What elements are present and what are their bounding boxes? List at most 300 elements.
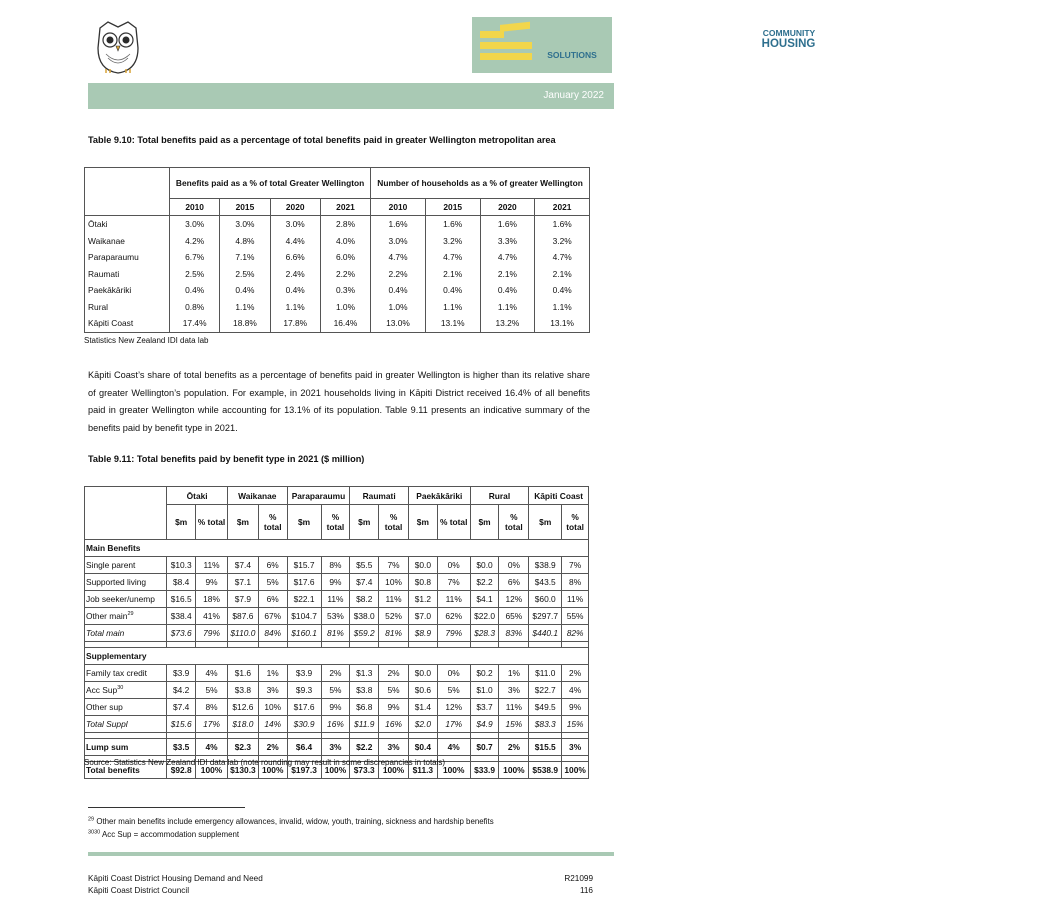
page-number: 116 <box>579 886 593 895</box>
cell-value: 4.7% <box>371 249 426 266</box>
table-row <box>85 739 589 756</box>
table-row <box>85 315 590 332</box>
row-label: Paekākāriki <box>85 282 170 299</box>
cell-value: $440.1 <box>529 625 562 642</box>
cell-value: $7.1 <box>227 574 258 591</box>
unit-header: $m <box>227 505 258 540</box>
cell-value: 100% <box>437 762 470 779</box>
cell-value: 0.8% <box>170 299 220 316</box>
unit-header: $m <box>529 505 562 540</box>
table-9-10-source: Statistics New Zealand IDI data lab <box>84 336 209 345</box>
footer-council: Kāpiti Coast District Council <box>88 886 190 895</box>
table-row <box>85 608 589 625</box>
row-label: Job seeker/unemp <box>85 591 167 608</box>
cell-value: $22.1 <box>287 591 321 608</box>
cell-value: 3% <box>321 739 350 756</box>
cell-value: 41% <box>196 608 228 625</box>
cell-value: 7% <box>379 557 409 574</box>
cell-value: 4.7% <box>480 249 535 266</box>
cell-value: 6% <box>258 557 287 574</box>
table-row <box>85 682 589 699</box>
cell-value: $43.5 <box>529 574 562 591</box>
cell-value: $3.9 <box>287 665 321 682</box>
cell-value: 3% <box>562 739 589 756</box>
cell-value: 1.0% <box>371 299 426 316</box>
cell-value: 1.6% <box>535 216 590 233</box>
table-row <box>85 249 590 266</box>
table-row <box>85 574 589 591</box>
cell-value: 67% <box>258 608 287 625</box>
cell-value: 1% <box>258 665 287 682</box>
cell-value: $7.4 <box>167 699 196 716</box>
cell-value: $38.9 <box>529 557 562 574</box>
section-row <box>85 540 589 557</box>
table-row <box>85 216 590 233</box>
cell-value: 65% <box>499 608 529 625</box>
cell-value: 2% <box>562 665 589 682</box>
area-header: Ōtaki <box>167 487 228 505</box>
row-label: Total main <box>85 625 167 642</box>
cell-value: 15% <box>562 716 589 733</box>
cell-value: $8.2 <box>350 591 379 608</box>
cell-value: 9% <box>379 699 409 716</box>
cell-value: 100% <box>196 762 228 779</box>
cell-value: 10% <box>379 574 409 591</box>
cell-value: 9% <box>562 699 589 716</box>
cell-value: $0.8 <box>408 574 437 591</box>
cell-value: $4.9 <box>470 716 499 733</box>
cell-value: 16.4% <box>320 315 370 332</box>
cell-value: 0.4% <box>270 282 320 299</box>
cell-value: 2% <box>321 665 350 682</box>
cell-value: $3.8 <box>227 682 258 699</box>
cell-value: 4.4% <box>270 233 320 250</box>
cell-value: 0.4% <box>170 282 220 299</box>
cell-value: $6.8 <box>350 699 379 716</box>
cell-value: 1.1% <box>535 299 590 316</box>
cell-value: 13.1% <box>535 315 590 332</box>
cell-value: 0.3% <box>320 282 370 299</box>
cell-value: $16.5 <box>167 591 196 608</box>
cell-value: 3.0% <box>170 216 220 233</box>
cell-value: 3.0% <box>270 216 320 233</box>
cell-value: 4% <box>437 739 470 756</box>
area-header: Paraparaumu <box>287 487 350 505</box>
cell-value: 3.3% <box>480 233 535 250</box>
cell-value: 2% <box>499 739 529 756</box>
benefits-share-table <box>84 167 590 333</box>
cell-value: $60.0 <box>529 591 562 608</box>
header-date: January 2022 <box>543 90 604 101</box>
area-header: Waikanae <box>227 487 287 505</box>
cell-value: $7.9 <box>227 591 258 608</box>
cell-value: 1.1% <box>480 299 535 316</box>
section-label: Main Benefits <box>85 540 589 557</box>
cell-value: 100% <box>258 762 287 779</box>
cell-value: $30.9 <box>287 716 321 733</box>
cell-value: 14% <box>258 716 287 733</box>
cell-value: 18.8% <box>220 315 270 332</box>
cell-value: 62% <box>437 608 470 625</box>
cell-value: $297.7 <box>529 608 562 625</box>
cell-value: 12% <box>499 591 529 608</box>
cell-value: $6.4 <box>287 739 321 756</box>
cell-value: $2.0 <box>408 716 437 733</box>
year-header: 2020 <box>270 199 320 216</box>
cell-value: 52% <box>379 608 409 625</box>
cell-value: 0% <box>437 665 470 682</box>
cell-value: $3.7 <box>470 699 499 716</box>
table-corner <box>85 487 167 540</box>
cell-value: 2.5% <box>220 266 270 283</box>
cell-value: 6.6% <box>270 249 320 266</box>
cell-value: 4.7% <box>425 249 480 266</box>
table-9-11-source: Source: Statistics New Zealand IDI data lab (note rounding may result in some discrepancies in totals) <box>84 758 446 767</box>
cell-value: 9% <box>321 574 350 591</box>
footnote-30: $^{3030}$ Acc Sup = accommodation supplement <box>88 829 240 839</box>
unit-header: % total <box>562 505 589 540</box>
cell-value: $17.6 <box>287 699 321 716</box>
cell-value: 2.8% <box>320 216 370 233</box>
cell-value: 5% <box>196 682 228 699</box>
cell-value: 11% <box>321 591 350 608</box>
cell-value: 1.1% <box>425 299 480 316</box>
group-header-households: Number of households as a % of greater Wellington <box>371 168 590 199</box>
cell-value: $22.7 <box>529 682 562 699</box>
cell-value: $1.2 <box>408 591 437 608</box>
cell-value: $0.6 <box>408 682 437 699</box>
cell-value: 18% <box>196 591 228 608</box>
body-paragraph: Kāpiti Coast’s share of total benefits as a percentage of benefits paid in greater Wellington is higher than its relative share of greater Wellington’s population. For example, in 2021 households living in Kāpiti District received 16.4% of all benefits paid in greater Wellington while accounting for 13.1% of its population. Table 9.11 presents an indicative summary of the benefits paid by benefit type in 2021. <box>88 370 590 433</box>
cell-value: 11% <box>437 591 470 608</box>
cell-value: 100% <box>562 762 589 779</box>
cell-value: $11.3 <box>408 762 437 779</box>
year-header: 2021 <box>535 199 590 216</box>
cell-value: 3% <box>379 739 409 756</box>
cell-value: 11% <box>562 591 589 608</box>
row-label: Acc Sup$^{30}$ <box>85 682 167 699</box>
cell-value: 6% <box>258 591 287 608</box>
cell-value: 100% <box>499 762 529 779</box>
cell-value: 5% <box>258 574 287 591</box>
cell-value: $5.5 <box>350 557 379 574</box>
cell-value: $28.3 <box>470 625 499 642</box>
cell-value: 2.2% <box>320 266 370 283</box>
cell-value: 4% <box>562 682 589 699</box>
cell-value: $8.4 <box>167 574 196 591</box>
cell-value: $1.4 <box>408 699 437 716</box>
cell-value: 8% <box>196 699 228 716</box>
cell-value: $10.3 <box>167 557 196 574</box>
cell-value: 3.2% <box>535 233 590 250</box>
cell-value: 0.4% <box>425 282 480 299</box>
footer-ref: R21099 <box>564 874 593 883</box>
cell-value: 5% <box>437 682 470 699</box>
table-row <box>85 233 590 250</box>
table-9-10-caption: Table 9.10: Total benefits paid as a percentage of total benefits paid in greater Wellington metropolitan area <box>88 135 556 145</box>
cell-value: $0.4 <box>408 739 437 756</box>
cell-value: $7.0 <box>408 608 437 625</box>
cell-value: 5% <box>379 682 409 699</box>
unit-header: % total <box>258 505 287 540</box>
table-row <box>85 716 589 733</box>
cell-value: 17.8% <box>270 315 320 332</box>
table-row <box>85 299 590 316</box>
row-label: Total Suppl <box>85 716 167 733</box>
cell-value: 2.1% <box>425 266 480 283</box>
cell-value: $7.4 <box>350 574 379 591</box>
cell-value: $92.8 <box>167 762 196 779</box>
cell-value: $104.7 <box>287 608 321 625</box>
year-header: 2010 <box>170 199 220 216</box>
cell-value: $15.6 <box>167 716 196 733</box>
unit-header: $m <box>287 505 321 540</box>
cell-value: 3.2% <box>425 233 480 250</box>
unit-header: $m <box>470 505 499 540</box>
cell-value: $7.4 <box>227 557 258 574</box>
cell-value: $38.0 <box>350 608 379 625</box>
cell-value: 2.4% <box>270 266 320 283</box>
cell-value: 2.1% <box>535 266 590 283</box>
house-bars-icon <box>480 27 532 65</box>
cell-value: $38.4 <box>167 608 196 625</box>
row-label: Lump sum <box>85 739 167 756</box>
cell-value: 13.1% <box>425 315 480 332</box>
cell-value: 1% <box>499 665 529 682</box>
cell-value: $22.0 <box>470 608 499 625</box>
cell-value: $15.5 <box>529 739 562 756</box>
cell-value: 13.2% <box>480 315 535 332</box>
header-band <box>88 83 614 109</box>
row-label: Rural <box>85 299 170 316</box>
cell-value: 6% <box>499 574 529 591</box>
cell-value: 79% <box>437 625 470 642</box>
cell-value: $160.1 <box>287 625 321 642</box>
unit-header: % total <box>196 505 228 540</box>
cell-value: 4.8% <box>220 233 270 250</box>
row-label: Single parent <box>85 557 167 574</box>
cell-value: $110.0 <box>227 625 258 642</box>
cell-value: 0.4% <box>535 282 590 299</box>
cell-value: 2% <box>379 665 409 682</box>
cell-value: 81% <box>379 625 409 642</box>
cell-value: 3.0% <box>371 233 426 250</box>
cell-value: 15% <box>499 716 529 733</box>
cell-value: $87.6 <box>227 608 258 625</box>
cell-value: 81% <box>321 625 350 642</box>
cell-value: $11.9 <box>350 716 379 733</box>
table-row <box>85 591 589 608</box>
cell-value: $4.2 <box>167 682 196 699</box>
row-label: Supported living <box>85 574 167 591</box>
row-label: Kāpiti Coast <box>85 315 170 332</box>
row-label: Family tax credit <box>85 665 167 682</box>
cell-value: 4% <box>196 739 228 756</box>
cell-value: 7.1% <box>220 249 270 266</box>
benefits-by-type-table <box>84 486 589 779</box>
cell-value: $49.5 <box>529 699 562 716</box>
area-header: Raumati <box>350 487 409 505</box>
table-row <box>85 665 589 682</box>
cell-value: 16% <box>321 716 350 733</box>
cell-value: $4.1 <box>470 591 499 608</box>
unit-header: $m <box>167 505 196 540</box>
cell-value: $17.6 <box>287 574 321 591</box>
area-header: Paekākāriki <box>408 487 470 505</box>
cell-value: 4% <box>196 665 228 682</box>
cell-value: 53% <box>321 608 350 625</box>
row-label: Raumati <box>85 266 170 283</box>
cell-value: 84% <box>258 625 287 642</box>
cell-value: $73.6 <box>167 625 196 642</box>
table-9-11-caption: Table 9.11: Total benefits paid by benefit type in 2021 ($ million) <box>88 454 365 464</box>
table-row <box>85 699 589 716</box>
cell-value: 7% <box>437 574 470 591</box>
cell-value: 5% <box>321 682 350 699</box>
cell-value: 6.7% <box>170 249 220 266</box>
row-label: Other sup <box>85 699 167 716</box>
cell-value: $3.8 <box>350 682 379 699</box>
cell-value: $3.5 <box>167 739 196 756</box>
row-label: Waikanae <box>85 233 170 250</box>
cell-value: $73.3 <box>350 762 379 779</box>
cell-value: $18.0 <box>227 716 258 733</box>
logo-line-2: HOUSING <box>761 38 816 50</box>
cell-value: 3% <box>499 682 529 699</box>
cell-value: 9% <box>321 699 350 716</box>
logo-line-1: COMMUNITY <box>762 28 816 38</box>
row-label: Other main$^{29}$ <box>85 608 167 625</box>
footnote-rule <box>88 807 245 808</box>
cell-value: 17.4% <box>170 315 220 332</box>
footer-band <box>88 852 614 856</box>
cell-value: $1.6 <box>227 665 258 682</box>
cell-value: 55% <box>562 608 589 625</box>
year-header: 2021 <box>320 199 370 216</box>
table-row <box>85 266 590 283</box>
table-row <box>85 625 589 642</box>
cell-value: 8% <box>562 574 589 591</box>
unit-header: $m <box>350 505 379 540</box>
table-corner <box>85 168 170 216</box>
cell-value: 100% <box>321 762 350 779</box>
cell-value: 100% <box>379 762 409 779</box>
cell-value: 4.0% <box>320 233 370 250</box>
cell-value: 0% <box>437 557 470 574</box>
cell-value: $15.7 <box>287 557 321 574</box>
cell-value: 11% <box>499 699 529 716</box>
cell-value: 12% <box>437 699 470 716</box>
cell-value: 1.0% <box>320 299 370 316</box>
cell-value: 0.4% <box>480 282 535 299</box>
cell-value: $197.3 <box>287 762 321 779</box>
section-label: Supplementary <box>85 648 589 665</box>
cell-value: $0.0 <box>408 557 437 574</box>
cell-value: 7% <box>562 557 589 574</box>
cell-value: $2.3 <box>227 739 258 756</box>
cell-value: 11% <box>379 591 409 608</box>
cell-value: 2.1% <box>480 266 535 283</box>
year-header: 2015 <box>220 199 270 216</box>
cell-value: $0.0 <box>470 557 499 574</box>
row-label: Paraparaumu <box>85 249 170 266</box>
area-header: Rural <box>470 487 529 505</box>
cell-value: $1.0 <box>470 682 499 699</box>
unit-header: % total <box>437 505 470 540</box>
cell-value: $130.3 <box>227 762 258 779</box>
unit-header: % total <box>379 505 409 540</box>
unit-header: $m <box>408 505 437 540</box>
cell-value: $0.0 <box>408 665 437 682</box>
logo-line-3: SOLUTIONS <box>547 50 597 60</box>
unit-header: % total <box>499 505 529 540</box>
table-row <box>85 282 590 299</box>
cell-value: 82% <box>562 625 589 642</box>
cell-value: 0.4% <box>220 282 270 299</box>
year-header: 2010 <box>371 199 426 216</box>
cell-value: 9% <box>196 574 228 591</box>
cell-value: 1.6% <box>371 216 426 233</box>
cell-value: $33.9 <box>470 762 499 779</box>
cell-value: 1.1% <box>270 299 320 316</box>
cell-value: 6.0% <box>320 249 370 266</box>
year-header: 2015 <box>425 199 480 216</box>
cell-value: 11% <box>196 557 228 574</box>
cell-value: $9.3 <box>287 682 321 699</box>
cell-value: 17% <box>196 716 228 733</box>
owl-logo <box>92 18 144 76</box>
cell-value: 0% <box>499 557 529 574</box>
row-label: Total benefits <box>85 762 167 779</box>
cell-value: $8.9 <box>408 625 437 642</box>
cell-value: 16% <box>379 716 409 733</box>
area-header: Kāpiti Coast <box>529 487 589 505</box>
cell-value: $3.9 <box>167 665 196 682</box>
cell-value: $2.2 <box>470 574 499 591</box>
row-label: Ōtaki <box>85 216 170 233</box>
cell-value: 2% <box>258 739 287 756</box>
year-header: 2020 <box>480 199 535 216</box>
cell-value: 2.5% <box>170 266 220 283</box>
cell-value: $538.9 <box>529 762 562 779</box>
cell-value: $59.2 <box>350 625 379 642</box>
table-row <box>85 557 589 574</box>
cell-value: 8% <box>321 557 350 574</box>
cell-value: 17% <box>437 716 470 733</box>
cell-value: $0.7 <box>470 739 499 756</box>
cell-value: 4.7% <box>535 249 590 266</box>
cell-value: $0.2 <box>470 665 499 682</box>
cell-value: 1.6% <box>425 216 480 233</box>
cell-value: 4.2% <box>170 233 220 250</box>
cell-value: $11.0 <box>529 665 562 682</box>
cell-value: 0.4% <box>371 282 426 299</box>
cell-value: $1.3 <box>350 665 379 682</box>
section-row <box>85 648 589 665</box>
footnote-29: $^{29}$ Other main benefits include emergency allowances, invalid, widow, youth, training, sickness and hardship benefits <box>88 816 494 826</box>
group-header-benefits: Benefits paid as a % of total Greater Wellington <box>170 168 371 199</box>
unit-header: % total <box>321 505 350 540</box>
cell-value: 10% <box>258 699 287 716</box>
cell-value: 83% <box>499 625 529 642</box>
cell-value: $83.3 <box>529 716 562 733</box>
cell-value: 3.0% <box>220 216 270 233</box>
cell-value: 13.0% <box>371 315 426 332</box>
community-housing-solutions-logo <box>472 17 816 73</box>
cell-value: $12.6 <box>227 699 258 716</box>
cell-value: $2.2 <box>350 739 379 756</box>
footer-title: Kāpiti Coast District Housing Demand and Need <box>88 874 263 883</box>
